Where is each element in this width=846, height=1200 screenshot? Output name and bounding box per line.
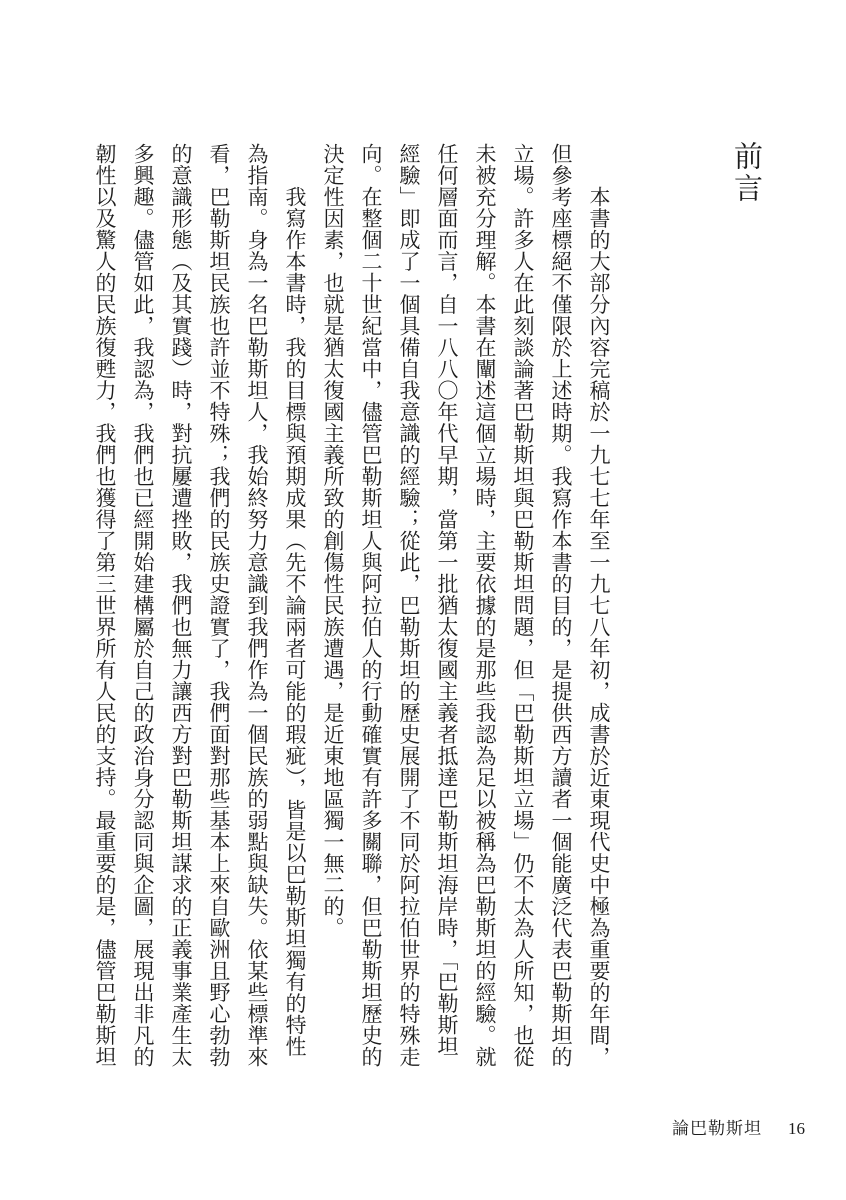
paragraph-1: 本書的大部分內容完稿於一九七七年至一九七八年初，成書於近東現代史中極為重要的年間，但參考座標絕不僅限於上述時期。我寫作本書的目的，是提供西方讀者一個能廣泛代表巴勒斯坦的立場。許多人在此刻談論著巴勒斯坦與巴勒斯坦問題，但「巴勒斯坦立場」仍不太為人所知，也從未被充分理解。本書在闡述這個立場時，主要依據的是那些我認為足以被稱為巴勒斯坦的經驗。就任何層面而言，自一八八〇年代早期，當第一批猶太復國主義者抵達巴勒斯坦海岸時，「巴勒斯坦經驗」即成了一個具備自我意識的經驗；從此，巴勒斯坦的歷史展開了不同於阿拉伯世界的特殊走向。在整個二十世紀當中，儘管巴勒斯坦人與阿拉伯人的行動確實有許多關聯，但巴勒斯坦歷史的決定性因素，也就是猶太復國主義所致的創傷性民族遭遇，是近東地區獨一無二的。: [321, 143, 611, 1068]
footer-page-number: 16: [788, 1119, 805, 1138]
page-footer: [672, 1114, 805, 1139]
body-text: [85, 143, 618, 1073]
paragraph-2: 我寫作本書時，我的目標與預期成果（先不論兩者可能的瑕疵），皆是以巴勒斯坦獨有的特性為指南。身為一名巴勒斯坦人，我始終努力意識到我們作為一個民族的弱點與缺失。依某些標準來看，巴勒斯坦民族也許並不特殊；我們的民族史證實了，我們面對那些基本上來自歐洲且野心勃勃的意識形態（及其實踐）時，對抗屢遭挫敗，我們也無力讓西方對巴勒斯坦謀求的正義事業產生太多興趣。儘管如此，我認為，我們也已經開始建構屬於自己的政治身分認同與企圖，展現出非凡的韌性以及驚人的民族復甦力，我們也獲得了第三世界所有人民的支持。最重要的是，儘管巴勒斯坦: [93, 143, 307, 1068]
page-title: 前言: [730, 141, 762, 205]
footer-book-title: 論巴勒斯坦: [672, 1119, 762, 1138]
